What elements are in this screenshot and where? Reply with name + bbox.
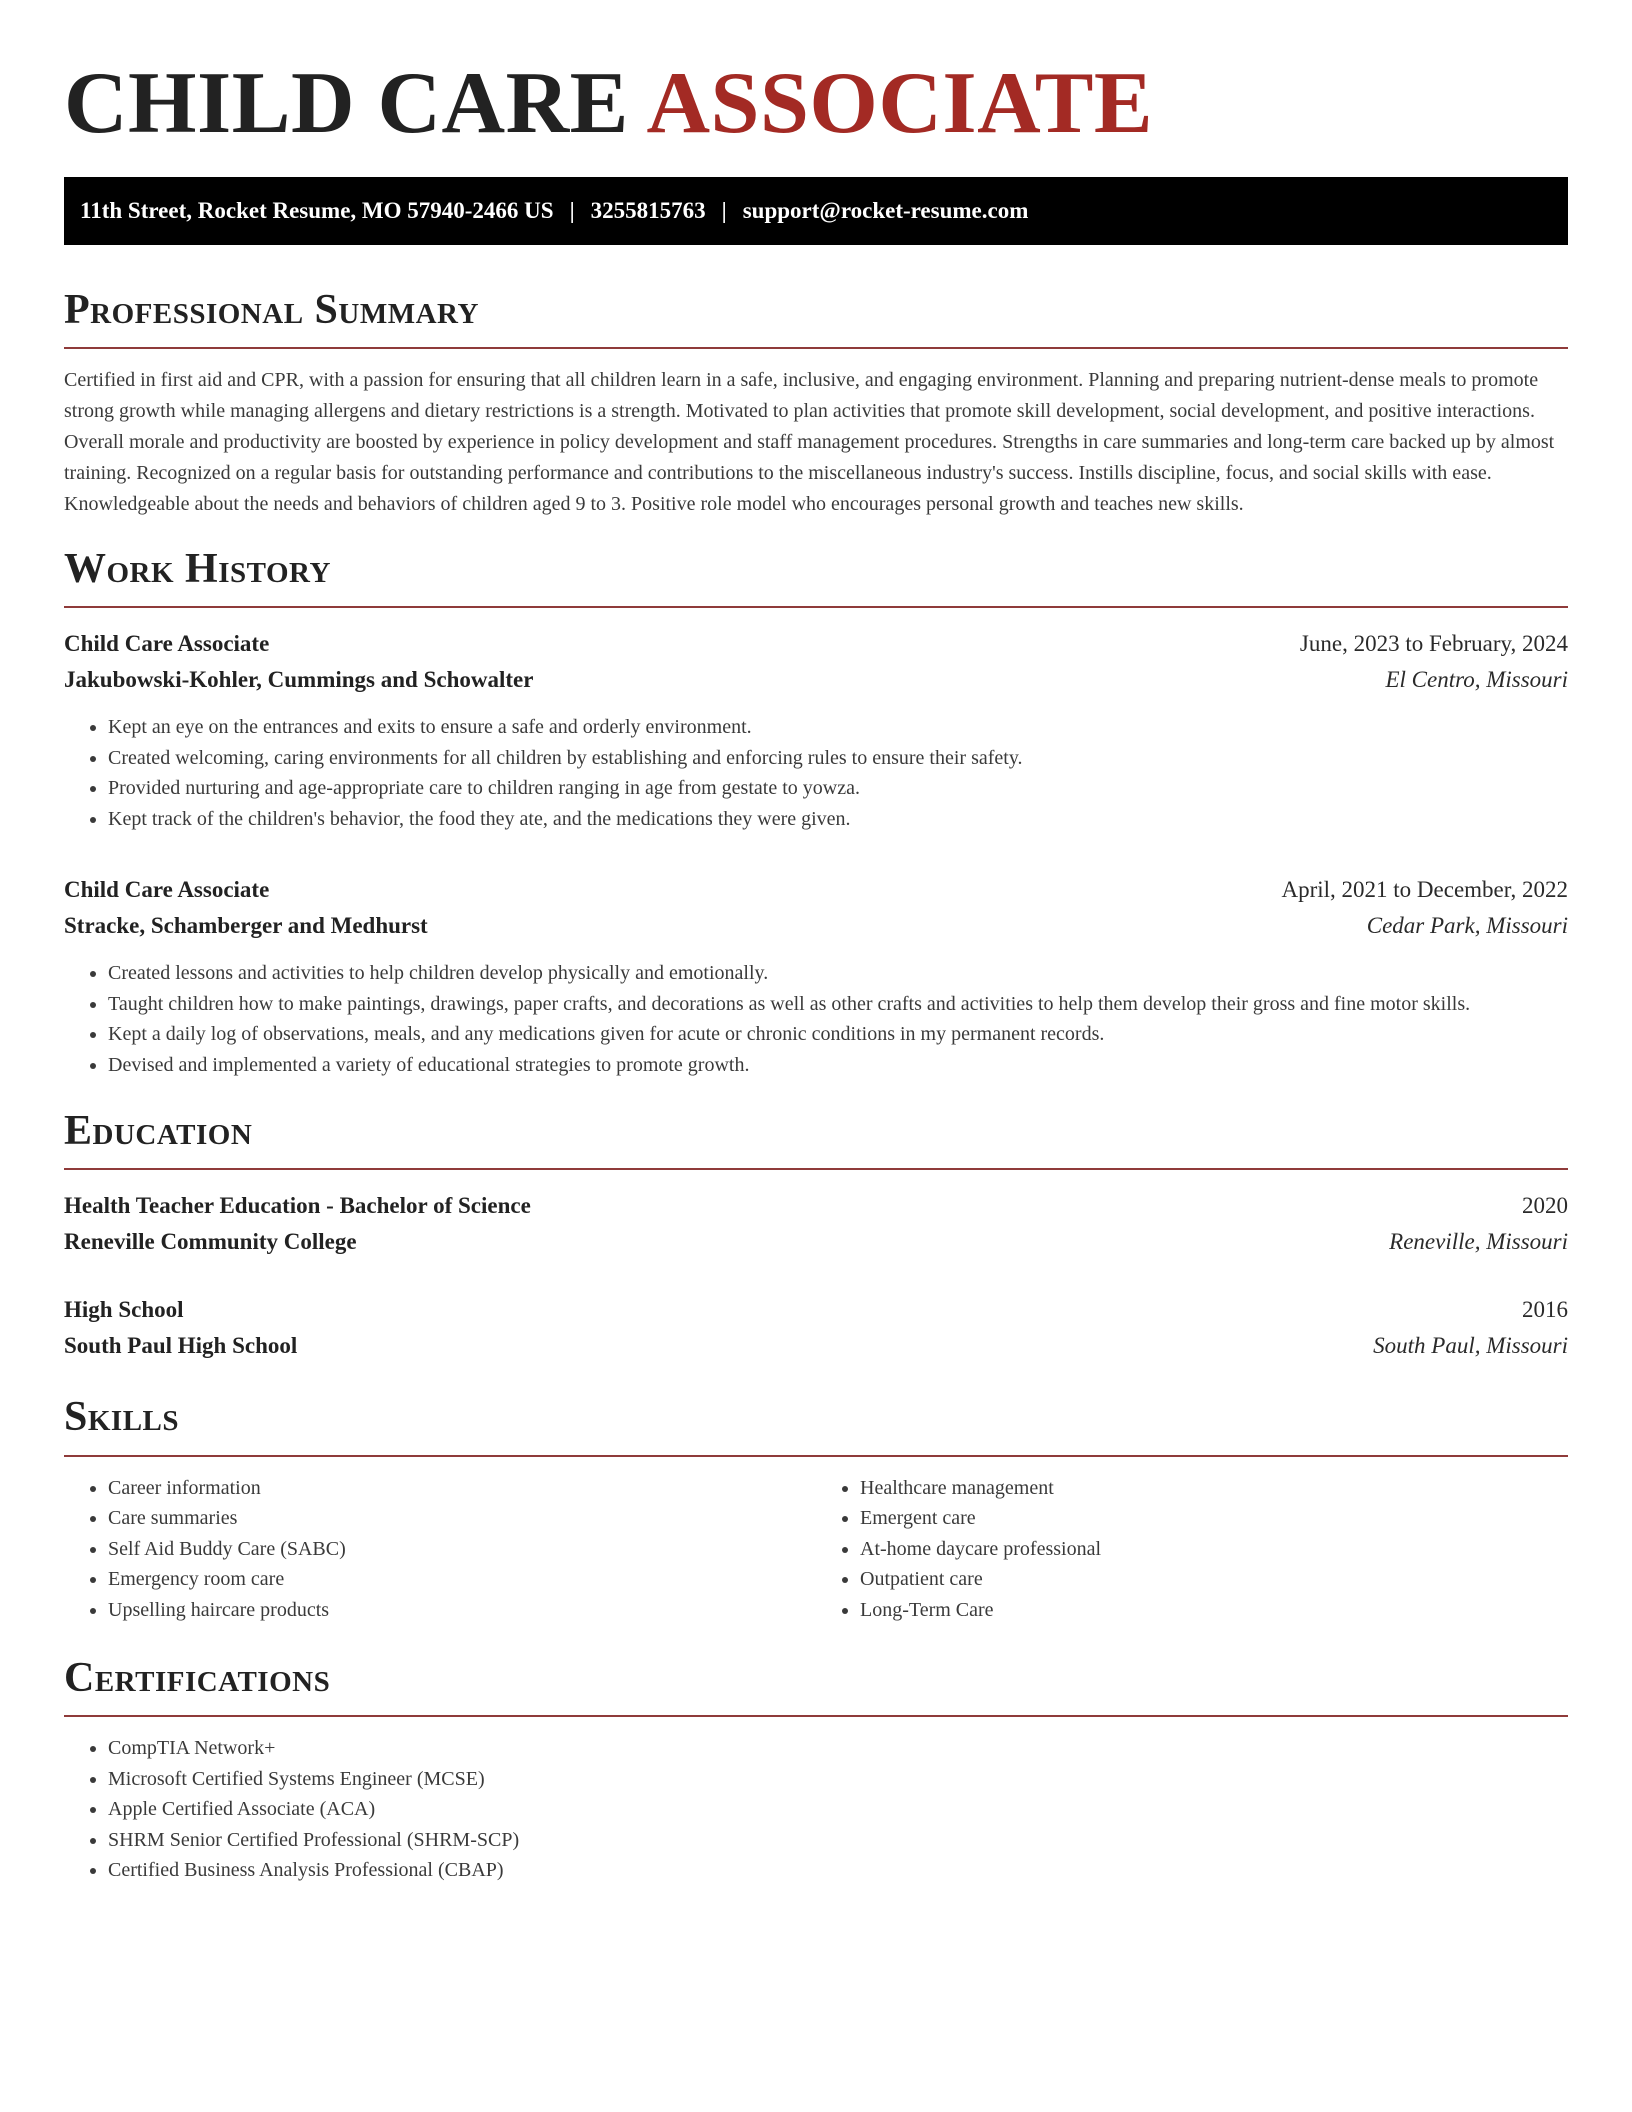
section-divider [64, 347, 1568, 349]
section-heading: Certifications [64, 1655, 331, 1702]
education-year: 2020 [1522, 1193, 1568, 1219]
list-item: • At-home daycare professional [860, 1534, 1568, 1565]
contact-address: 11th Street, Rocket Resume, MO 57940-2466 US [80, 197, 554, 223]
list-item: • Created welcoming, caring environments for all children by establishing and enforcing rules to ensure their safety. [108, 743, 1568, 774]
job-dates: April, 2021 to December, 2022 [1281, 877, 1568, 903]
skills-list-right [816, 1473, 1568, 1626]
education-degree: Health Teacher Education - Bachelor of Science [64, 1193, 531, 1219]
education-section [64, 1108, 1568, 1364]
job-bullets [64, 712, 1568, 834]
job-title: Child Care Associate [64, 877, 270, 903]
list-item: • Emergent care [860, 1503, 1568, 1534]
contact-phone: 3255815763 [590, 197, 706, 223]
section-divider [64, 1715, 1568, 1717]
contact-separator: | [721, 197, 727, 223]
list-item: • Devised and implemented a variety of educational strategies to promote growth. [108, 1050, 1568, 1081]
job-location: Cedar Park, Missouri [1366, 913, 1568, 939]
list-item: • Career information [108, 1473, 816, 1504]
section-divider [64, 1455, 1568, 1457]
list-item: • Kept a daily log of observations, meals, and any medications given for acute or chronic conditions in my permanent records. [108, 1019, 1568, 1050]
education-location: South Paul, Missouri [1373, 1333, 1568, 1359]
list-item: • Taught children how to make paintings, drawings, paper crafts, and decorations as well as other crafts and activities to help them develop their gross and fine motor skills. [108, 989, 1568, 1020]
title-part-2: ASSOCIATE [646, 55, 1154, 152]
list-item: • Apple Certified Associate (ACA) [108, 1794, 1568, 1825]
education-location: Reneville, Missouri [1389, 1229, 1568, 1255]
job-location: El Centro, Missouri [1385, 667, 1568, 693]
job-company: Jakubowski-Kohler, Cummings and Schowalter [64, 667, 534, 693]
list-item: • SHRM Senior Certified Professional (SHRM-SCP) [108, 1825, 1568, 1856]
job-dates: June, 2023 to February, 2024 [1299, 631, 1568, 657]
list-item: • Self Aid Buddy Care (SABC) [108, 1534, 816, 1565]
list-item: • Upselling haircare products [108, 1595, 816, 1626]
job-company: Stracke, Schamberger and Medhurst [64, 913, 428, 939]
job-entry [64, 626, 1568, 834]
education-degree: High School [64, 1297, 184, 1323]
section-divider [64, 1168, 1568, 1170]
education-entry [64, 1292, 1568, 1364]
section-heading: Skills [64, 1394, 180, 1441]
education-year: 2016 [1522, 1297, 1568, 1323]
contact-email: support@rocket-resume.com [742, 197, 1029, 223]
job-entry [64, 872, 1568, 1080]
list-item: • Certified Business Analysis Professional (CBAP) [108, 1855, 1568, 1886]
skills-columns [64, 1473, 1568, 1626]
list-item: • Long-Term Care [860, 1595, 1568, 1626]
list-item: • Emergency room care [108, 1564, 816, 1595]
skills-section [64, 1394, 1568, 1625]
certifications-list [64, 1733, 1568, 1886]
resume-title [64, 56, 1568, 153]
job-title: Child Care Associate [64, 631, 270, 657]
certifications-section [64, 1655, 1568, 1886]
section-heading: Education [64, 1108, 253, 1155]
list-item: • Healthcare management [860, 1473, 1568, 1504]
education-school: Reneville Community College [64, 1229, 357, 1255]
skills-list-left [64, 1473, 816, 1626]
list-item: • Microsoft Certified Systems Engineer (MCSE) [108, 1764, 1568, 1795]
work-history-section [64, 546, 1568, 1080]
section-divider [64, 606, 1568, 608]
summary-text: Certified in first aid and CPR, with a passion for ensuring that all children learn in a safe, inclusive, and engaging environment. Planning and preparing nutrient-dense meals to promote strong growth while managing allergens and dietary restrictions is a strength. Motivated to plan activities that promote skill development, social development, and positive interactions. Overall morale and productivity are boosted by experience in policy development and staff management procedures. Strengths in care summaries and long-term care backed up by almost training. Recognized on a regular basis for outstanding performance and contributions to the miscellaneous industry's success. Instills discipline, focus, and social skills with ease. Knowledgeable about the needs and behaviors of children aged 9 to 3. Positive role model who encourages personal growth and teaches new skills. [64, 368, 1555, 515]
list-item: • Created lessons and activities to help children develop physically and emotionally. [108, 958, 1568, 989]
list-item: • Kept track of the children's behavior, the food they ate, and the medications they were given. [108, 804, 1568, 835]
list-item: • CompTIA Network+ [108, 1733, 1568, 1764]
list-item: • Provided nurturing and age-appropriate care to children ranging in age from gestate to yowza. [108, 773, 1568, 804]
section-heading: Work History [64, 545, 331, 592]
job-bullets [64, 958, 1568, 1080]
title-part-1: CHILD CARE [64, 55, 629, 152]
contact-separator: | [569, 197, 575, 223]
education-school: South Paul High School [64, 1333, 298, 1359]
list-item: • Care summaries [108, 1503, 816, 1534]
list-item: • Kept an eye on the entrances and exits to ensure a safe and orderly environment. [108, 712, 1568, 743]
section-heading: Professional Summary [64, 286, 479, 333]
list-item: • Outpatient care [860, 1564, 1568, 1595]
education-entry [64, 1188, 1568, 1260]
summary-section [64, 287, 1568, 520]
contact-bar [64, 177, 1568, 245]
